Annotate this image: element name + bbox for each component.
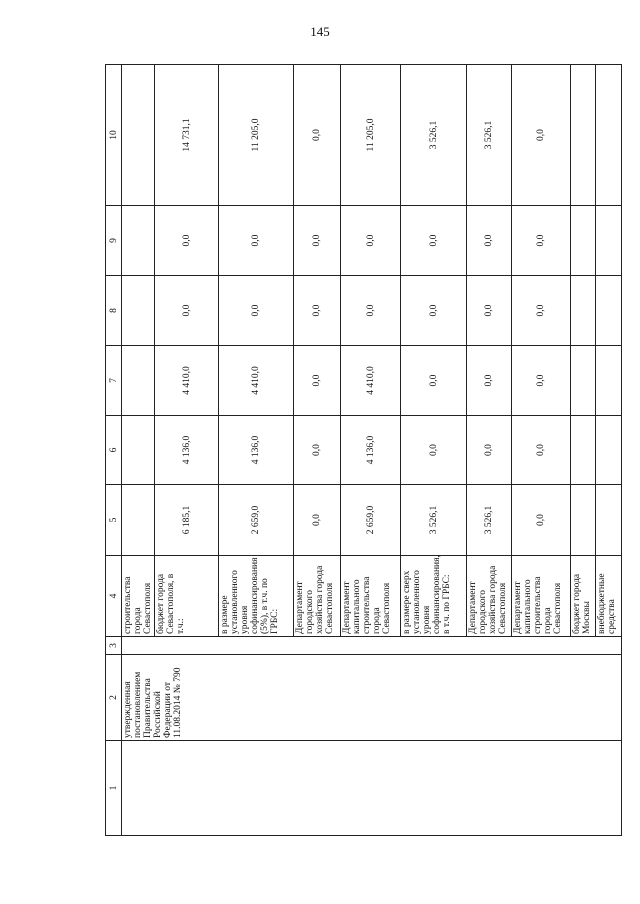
value-cell [596, 65, 622, 206]
value-cell [122, 346, 155, 416]
header-cell: 8 [106, 276, 122, 346]
value-cell: 11 205,0 [341, 65, 401, 206]
value-cell [596, 276, 622, 346]
value-cell: 14 731,1 [155, 65, 219, 206]
header-cell: 4 [106, 556, 122, 637]
value-cell: 0,0 [294, 206, 341, 276]
header-cell: 7 [106, 346, 122, 416]
header-row [106, 65, 122, 836]
value-cell: 0,0 [341, 206, 401, 276]
value-cell: 4 410,0 [219, 346, 294, 416]
rotated-table-container [105, 65, 617, 836]
row-label: Департамент капитального строительства города Севастополя [341, 556, 401, 637]
value-cell: 0,0 [512, 416, 571, 485]
value-cell [122, 416, 155, 485]
col1-cell [122, 741, 622, 836]
value-cell [571, 485, 596, 556]
value-cell: 0,0 [219, 276, 294, 346]
value-cell: 6 185,1 [155, 485, 219, 556]
col2-cell: утвержденная постановлением Правительства Российской Федерации от 11.08.2014 № 790 [122, 655, 622, 741]
value-cell: 0,0 [512, 346, 571, 416]
header-cell: 9 [106, 206, 122, 276]
value-cell [571, 346, 596, 416]
value-cell [122, 485, 155, 556]
value-cell: 4 136,0 [219, 416, 294, 485]
value-cell: 0,0 [401, 206, 467, 276]
value-cell: 0,0 [294, 346, 341, 416]
value-cell: 0,0 [401, 416, 467, 485]
value-cell [122, 276, 155, 346]
value-cell: 0,0 [294, 416, 341, 485]
value-cell [596, 485, 622, 556]
row-label: бюджет города Севастополя, в т.ч.: [155, 556, 219, 637]
header-cell: 10 [106, 65, 122, 206]
value-cell: 4 136,0 [155, 416, 219, 485]
value-cell: 0,0 [512, 65, 571, 206]
value-cell: 0,0 [155, 206, 219, 276]
value-cell: 4 136,0 [341, 416, 401, 485]
value-cell [122, 65, 155, 206]
header-cell: 2 [106, 655, 122, 741]
value-cell: 2 659,0 [341, 485, 401, 556]
row-label: Департамент городского хозяйства города Севастополя [294, 556, 341, 637]
value-cell: 0,0 [219, 206, 294, 276]
value-cell: 0,0 [512, 206, 571, 276]
value-cell: 11 205,0 [219, 65, 294, 206]
table-row [122, 65, 155, 836]
value-cell [122, 206, 155, 276]
row-label: бюджет города Москвы [571, 556, 596, 637]
value-cell: 3 526,1 [467, 65, 512, 206]
value-cell [596, 416, 622, 485]
value-cell: 0,0 [341, 276, 401, 346]
value-cell: 0,0 [294, 65, 341, 206]
header-cell: 6 [106, 416, 122, 485]
row-label: Департамент городского хозяйства города Севастополя [467, 556, 512, 637]
col3-cell [122, 637, 622, 655]
row-label: внебюджетные средства [596, 556, 622, 637]
row-label: строительства города Севастополя [122, 556, 155, 637]
value-cell: 0,0 [294, 485, 341, 556]
value-cell: 0,0 [512, 485, 571, 556]
header-cell: 5 [106, 485, 122, 556]
value-cell: 0,0 [155, 276, 219, 346]
value-cell: 3 526,1 [467, 485, 512, 556]
value-cell: 0,0 [401, 276, 467, 346]
value-cell: 0,0 [467, 206, 512, 276]
value-cell [571, 416, 596, 485]
row-label: в размере сверх установленного уровня софинансирования, в т.ч. по ГРБС: [401, 556, 467, 637]
value-cell: 0,0 [512, 276, 571, 346]
value-cell: 2 659,0 [219, 485, 294, 556]
value-cell [571, 276, 596, 346]
page-number: 145 [310, 24, 330, 39]
value-cell: 3 526,1 [401, 485, 467, 556]
value-cell: 4 410,0 [341, 346, 401, 416]
value-cell: 0,0 [401, 346, 467, 416]
value-cell [596, 346, 622, 416]
row-label: в размере установленного уровня софинансирования (5%), в т.ч. по ГРБС: [219, 556, 294, 637]
header-cell: 1 [106, 741, 122, 836]
value-cell [571, 65, 596, 206]
row-label: Департамент капитального строительства города Севастополя [512, 556, 571, 637]
value-cell: 0,0 [467, 346, 512, 416]
value-cell: 3 526,1 [401, 65, 467, 206]
value-cell: 4 410,0 [155, 346, 219, 416]
budget-table [105, 64, 622, 836]
value-cell [596, 206, 622, 276]
value-cell: 0,0 [467, 416, 512, 485]
value-cell: 0,0 [467, 276, 512, 346]
header-cell: 3 [106, 637, 122, 655]
value-cell [571, 206, 596, 276]
value-cell: 0,0 [294, 276, 341, 346]
